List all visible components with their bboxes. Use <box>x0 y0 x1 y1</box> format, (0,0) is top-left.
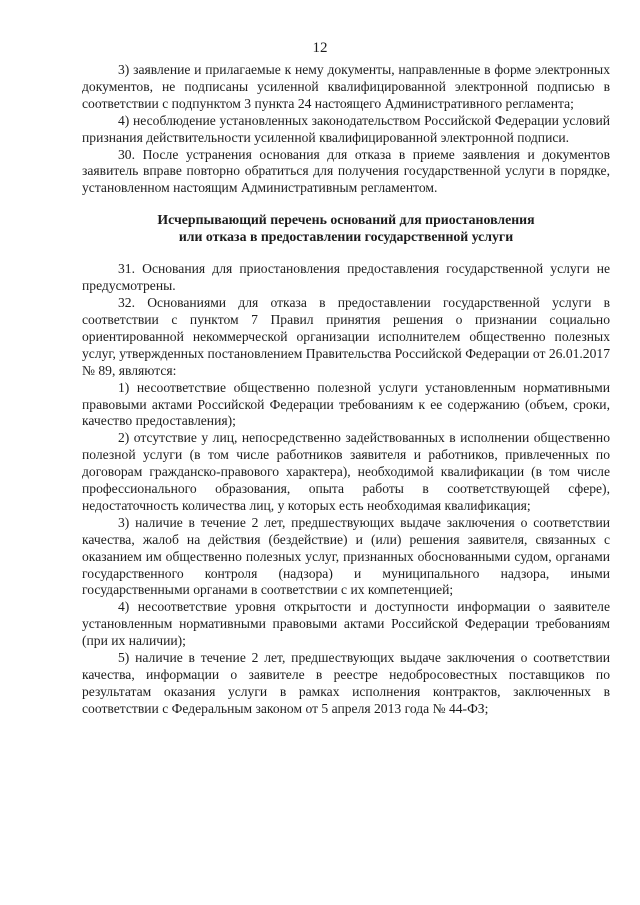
list-item-2: 2) отсутствие у лиц, непосредственно задействованных в исполнении общественно полезной услуги (в том числе работников заявителя и работников, привлеченных по договорам гражданско-правового характера), необходимой квалификации (в том числе профессионального образования, опыта работы в соответствующей сфере), недостаточность количества лиц, у которых есть необходимая квалификация; <box>82 430 610 513</box>
paragraph-32: 32. Основаниями для отказа в предоставлении государственной услуги в соответствии с пунктом 7 Правил принятия решения о признании социально ориентированной некоммерческой организации исполнителем общественно полезных услуг, утвержденных постановлением Правительства Российской Федерации от 26.01.2017 № 89, являются: <box>82 295 610 378</box>
section-heading-line-2: или отказа в предоставлении государственной услуги <box>178 229 514 245</box>
page-number: 12 <box>312 40 328 56</box>
paragraph-30: 30. После устранения основания для отказа в приеме заявления и документов заявитель вправе повторно обратиться для получения государственной услуги в порядке, установленном настоящим Административным регламентом. <box>82 146 610 196</box>
paragraph-item-4: 4) несоблюдение установленных законодательством Российской Федерации условий признания действительности усиленной квалифицированной электронной подписи. <box>82 112 610 145</box>
list-item-1: 1) несоответствие общественно полезной услуги установленным нормативными правовыми актами Российской Федерации требованиям к ее содержанию (объем, сроки, качество предоставления); <box>82 379 610 429</box>
document-body <box>82 62 610 718</box>
list-item-4: 4) несоответствие уровня открытости и доступности информации о заявителе установленным нормативными правовыми актами Российской Федерации требованиям (при их наличии); <box>82 599 610 649</box>
list-item-5: 5) наличие в течение 2 лет, предшествующих выдаче заключения о соответствии качества, информации о заявителе в реестре недобросовестных поставщиков по результатам оказания услуги в рамках исполнения контрактов, заключенных в соответствии с Федеральным законом от 5 апреля 2013 года № 44-ФЗ; <box>82 650 610 716</box>
section-heading-line-1: Исчерпывающий перечень оснований для приостановления <box>157 212 535 228</box>
section-heading <box>82 211 610 245</box>
paragraph-item-3: 3) заявление и прилагаемые к нему документы, направленные в форме электронных документов, не подписаны усиленной квалифицированной электронной подписью в соответствии с подпунктом 3 пункта 24 настоящего Административного регламента; <box>82 62 610 111</box>
paragraph-31: 31. Основания для приостановления предоставления государственной услуги не предусмотрены. <box>82 261 610 294</box>
list-item-3: 3) наличие в течение 2 лет, предшествующих выдаче заключения о соответствии качества, жалоб на действия (бездействие) и (или) решения заявителя, связанных с оказанием им общественно полезных услуг, признанных обоснованными судом, органами государственного контроля (надзора) и муниципального надзора, иными государственными органами в соответствии с их компетенцией; <box>82 514 610 598</box>
